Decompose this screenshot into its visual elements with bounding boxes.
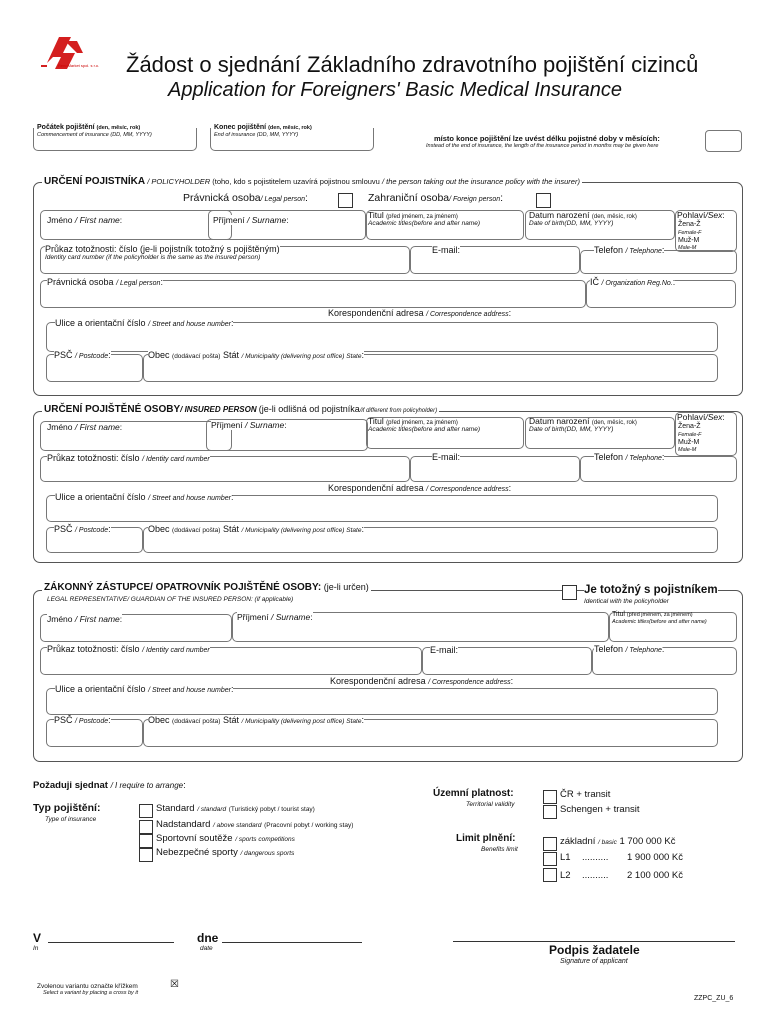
request-label: Požaduji sjednat / I require to arrange: <box>33 780 186 791</box>
legal-person-label: Právnická osoba/ Legal person: <box>183 192 308 204</box>
type-sports-checkbox[interactable] <box>139 834 153 848</box>
ins-titles-label: Titul (před jménem, za jménem) <box>368 416 458 426</box>
ph-id-label: Průkaz totožnosti: číslo (je-li pojistník totožný s pojištěným) <box>45 244 280 254</box>
ph-male-label: Muž-M <box>678 237 700 244</box>
title-czech: Žádost o sjednání Základního zdravotního pojištění cizinců <box>126 52 699 77</box>
gu-email-label: E-mail: <box>430 645 459 655</box>
start-label: Počátek pojištění (den, měsíc, rok) <box>37 124 141 131</box>
gu-street-label: Ulice a orientační číslo / Street and house number: <box>55 684 234 694</box>
policyholder-heading: URČENÍ POJISTNÍKA / POLICYHOLDER (toho, kdo s pojistitelem uzavírá pojistnou smlouvu / the person taking out the insurance policy with the insurer) <box>44 176 580 187</box>
ins-dob-label: Datum narození (den, měsíc, rok) <box>529 416 637 426</box>
ph-email-label: E-mail: <box>432 245 461 255</box>
ph-titles-label-en: Academic titles(before and after name) <box>368 220 480 227</box>
limit-label: Limit plnění: <box>456 833 516 844</box>
type-above-standard-checkbox[interactable] <box>139 820 153 834</box>
ph-sex-label: Pohlaví/Sex: <box>677 210 725 220</box>
ins-male-label: Muž-M <box>678 439 700 446</box>
note-label-en: Select a variant by placing a cross by it <box>43 990 139 996</box>
gu-obec-label: Obec (dodávací pošta) Stát / Municipality (delivering post office) State: <box>148 715 364 725</box>
type-dangerous-label: Nebezpečné sporty / dangerous sports <box>156 847 295 858</box>
ins-surname-label: Příjmení / Surname: <box>211 420 287 430</box>
ph-dob-label: Datum narození (den, měsíc, rok) <box>529 210 637 220</box>
gu-first-name-label: Jméno / First name: <box>47 614 123 624</box>
signature-line[interactable] <box>453 941 735 942</box>
cross-example-icon: ☒ <box>170 979 179 990</box>
date-label: dne <box>197 931 219 945</box>
place-label: V <box>33 931 42 945</box>
legal-person-checkbox[interactable] <box>338 193 353 208</box>
limit-l2-label: L2 <box>560 870 571 881</box>
date-line[interactable] <box>222 942 362 943</box>
limit-l2-checkbox[interactable] <box>543 868 557 882</box>
end-label-en: End of insurance (DD, MM, YYYY) <box>214 132 299 138</box>
type-label-en: Type of insurance <box>45 816 97 823</box>
start-date-field[interactable] <box>33 128 197 151</box>
gu-id-label: Průkaz totožnosti: číslo / Identity card number <box>47 644 210 654</box>
ins-titles-label-en: Academic titles(before and after name) <box>368 426 480 433</box>
type-standard-label: Standard / standard (Turistický pobyt / tourist stay) <box>156 803 315 814</box>
insured-heading: URČENÍ POJIŠTĚNÉ OSOBY/ INSURED PERSON (je-li odlišná od pojistníka/if different from policyholder) <box>44 404 438 415</box>
ins-male-label-en: Male-M <box>678 447 697 453</box>
ins-female-label-en: Female-F <box>678 432 702 438</box>
ph-corr-label: Korespondenční adresa / Correspondence address: <box>328 308 512 318</box>
type-sports-label: Sportovní soutěže / sports competitions <box>156 833 295 844</box>
gu-titles-label: Titul (před jménem, za jménem) <box>612 611 693 618</box>
months-label-en: Instead of the end of insurance, the length of the insurance period in months may be given here <box>426 143 659 149</box>
ins-female-label: Žena-Ž <box>678 423 701 430</box>
limit-basic-label: základní / basic 1 700 000 Kč <box>560 836 676 847</box>
date-label-en: date <box>200 945 213 952</box>
territory-cr-checkbox[interactable] <box>543 790 557 804</box>
territory-schengen-checkbox[interactable] <box>543 805 557 819</box>
ins-dob-label-en: Date of birth(DD, MM, YYYY) <box>529 426 614 433</box>
gu-surname-label: Příjmení / Surname: <box>237 612 313 622</box>
foreign-person-label: Zahraniční osoba/ Foreign person: <box>368 192 504 204</box>
ins-obec-label: Obec (dodávací pošta) Stát / Municipality (delivering post office) State: <box>148 524 364 534</box>
type-label: Typ pojištění: <box>33 802 101 814</box>
guardian-heading-en: LEGAL REPRESENTATIVE/ GUARDIAN OF THE INSURED PERSON: (if applicable) <box>47 596 294 603</box>
ins-phone-label: Telefon / Telephone: <box>594 452 665 462</box>
guardian-heading: ZÁKONNÝ ZÁSTUPCE/ OPATROVNÍK POJIŠTĚNÉ OSOBY: (je-li určen) <box>44 582 369 593</box>
title-english: Application for Foreigners' Basic Medical Insurance <box>168 79 623 101</box>
months-label: místo konce pojištění lze uvést délku pojistné doby v měsících: <box>434 134 660 143</box>
ins-corr-label: Korespondenční adresa / Correspondence address: <box>328 483 512 493</box>
limit-label-en: Benefits limit <box>481 846 518 853</box>
end-label: Konec pojištění (den, měsíc, rok) <box>214 124 312 131</box>
ins-street-label: Ulice a orientační číslo / Street and house number: <box>55 492 234 502</box>
ph-female-label: Žena-Ž <box>678 221 701 228</box>
gu-phone-label: Telefon / Telephone: <box>594 644 665 654</box>
start-label-en: Commencement of insurance (DD, MM, YYYY) <box>37 132 152 138</box>
territory-cr-label: ČR + transit <box>560 789 611 800</box>
ph-psc-label: PSČ / Postcode: <box>54 350 111 360</box>
ins-id-label: Průkaz totožnosti: číslo / Identity card number <box>47 453 210 463</box>
ins-psc-label: PSČ / Postcode: <box>54 524 111 534</box>
gu-titles-label-en: Academic titles(before and after name) <box>612 619 707 625</box>
company-name: RenoMarket spol. s r.o. <box>58 63 100 68</box>
end-date-field[interactable] <box>210 128 374 151</box>
guardian-same-checkbox[interactable] <box>562 585 577 600</box>
foreign-person-checkbox[interactable] <box>536 193 551 208</box>
territory-label: Územní platnost: <box>433 788 514 799</box>
type-dangerous-checkbox[interactable] <box>139 848 153 862</box>
ph-dob-label-en: Date of birth(DD, MM, YYYY) <box>529 220 614 227</box>
ph-surname-label: Příjmení / Surname: <box>213 215 289 225</box>
guardian-same-label: Je totožný s pojistníkem <box>584 584 718 596</box>
ph-titles-label: Titul (před jménem, za jménem) <box>368 210 458 220</box>
territory-schengen-label: Schengen + transit <box>560 804 640 815</box>
limit-l2-amount: 2 100 000 Kč <box>627 870 683 881</box>
ph-female-label-en: Female-F <box>678 230 702 236</box>
signature-label: Podpis žadatele <box>549 943 640 957</box>
ph-ico-label: IČ / Organization Reg.No.: <box>590 277 676 287</box>
signature-label-en: Signature of applicant <box>560 958 628 965</box>
ins-email-label: E-mail: <box>432 452 461 462</box>
ph-obec-label: Obec (dodávací pošta) Stát / Municipality (delivering post office) State: <box>148 350 364 360</box>
ph-street-label: Ulice a orientační číslo / Street and house number: <box>55 318 234 328</box>
guardian-same-label-en: Identical with the policyholder <box>584 598 669 605</box>
place-label-en: In <box>33 945 39 952</box>
ph-id-label-en: Identity card number (if the policyholder is the same as the insured person) <box>45 254 261 261</box>
form-code: ZZPC_ZU_6 <box>694 995 734 1002</box>
type-above-standard-label: Nadstandard / above standard (Pracovní pobyt / working stay) <box>156 819 354 830</box>
limit-l1-amount: 1 900 000 Kč <box>627 852 683 863</box>
limit-l1-label: L1 <box>560 852 571 863</box>
ph-first-name-label: Jméno / First name: <box>47 215 123 225</box>
limit-basic-checkbox[interactable] <box>543 837 557 851</box>
ph-phone-label: Telefon / Telephone: <box>594 245 665 255</box>
ph-legal-name-label: Právnická osoba / Legal person: <box>47 277 163 287</box>
ins-sex-label: Pohlaví/Sex: <box>677 412 725 422</box>
type-standard-checkbox[interactable] <box>139 804 153 818</box>
ph-male-label-en: Male-M <box>678 245 697 251</box>
note-label: Zvolenou variantu označte křížkem <box>37 983 138 990</box>
territory-label-en: Territorial validity <box>466 801 515 808</box>
gu-corr-label: Korespondenční adresa / Correspondence address: <box>330 676 514 686</box>
place-line[interactable] <box>48 942 174 943</box>
months-field[interactable] <box>705 130 742 152</box>
limit-l2-dots: .......... <box>582 870 609 881</box>
limit-l1-checkbox[interactable] <box>543 852 557 866</box>
ins-first-name-label: Jméno / First name: <box>47 422 123 432</box>
gu-psc-label: PSČ / Postcode: <box>54 715 111 725</box>
limit-l1-dots: .......... <box>582 852 609 863</box>
